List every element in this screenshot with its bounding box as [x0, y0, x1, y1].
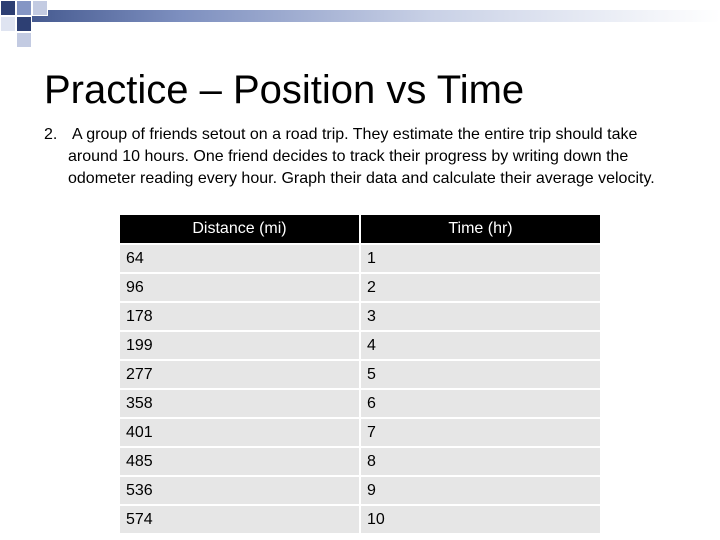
time-cell: 6: [360, 389, 600, 418]
time-cell: 1: [360, 244, 600, 273]
time-cell: 8: [360, 447, 600, 476]
time-cell: 9: [360, 476, 600, 505]
decor-square: [0, 0, 16, 16]
distance-cell: 96: [120, 273, 360, 302]
decorative-squares: [0, 0, 60, 50]
table-row: [120, 360, 600, 389]
distance-cell: 485: [120, 447, 360, 476]
data-table: [120, 215, 600, 533]
table-row: [120, 273, 600, 302]
distance-cell: 178: [120, 302, 360, 331]
table-row: [120, 389, 600, 418]
question-number: 2.: [44, 126, 58, 143]
time-cell: 10: [360, 505, 600, 533]
distance-cell: 401: [120, 418, 360, 447]
distance-cell: 574: [120, 505, 360, 533]
time-cell: 7: [360, 418, 600, 447]
table-row: [120, 302, 600, 331]
decor-square: [0, 16, 16, 32]
table-header-row: [120, 215, 600, 244]
distance-cell: 536: [120, 476, 360, 505]
column-header-time: Time (hr): [360, 215, 600, 244]
table-row: [120, 418, 600, 447]
column-header-distance: Distance (mi): [120, 215, 360, 244]
decor-square: [16, 32, 32, 48]
time-cell: 2: [360, 273, 600, 302]
distance-cell: 199: [120, 331, 360, 360]
distance-cell: 277: [120, 360, 360, 389]
time-cell: 3: [360, 302, 600, 331]
distance-cell: 64: [120, 244, 360, 273]
table-row: [120, 476, 600, 505]
decor-square: [32, 0, 48, 16]
question-block: [44, 124, 684, 190]
decor-square: [16, 16, 32, 32]
distance-cell: 358: [120, 389, 360, 418]
page-title: Practice – Position vs Time: [44, 68, 525, 112]
table-row: [120, 244, 600, 273]
time-cell: 4: [360, 331, 600, 360]
decor-square: [16, 0, 32, 16]
table-row: [120, 331, 600, 360]
question-text: A group of friends setout on a road trip. They estimate the entire trip should take around 10 hours. One friend decides to track their progress by writing down the odometer reading every hour. Graph their data and calculate their average velocity.: [68, 126, 655, 187]
header-gradient-band: [0, 10, 720, 22]
table-row: [120, 447, 600, 476]
time-cell: 5: [360, 360, 600, 389]
table-row: [120, 505, 600, 533]
